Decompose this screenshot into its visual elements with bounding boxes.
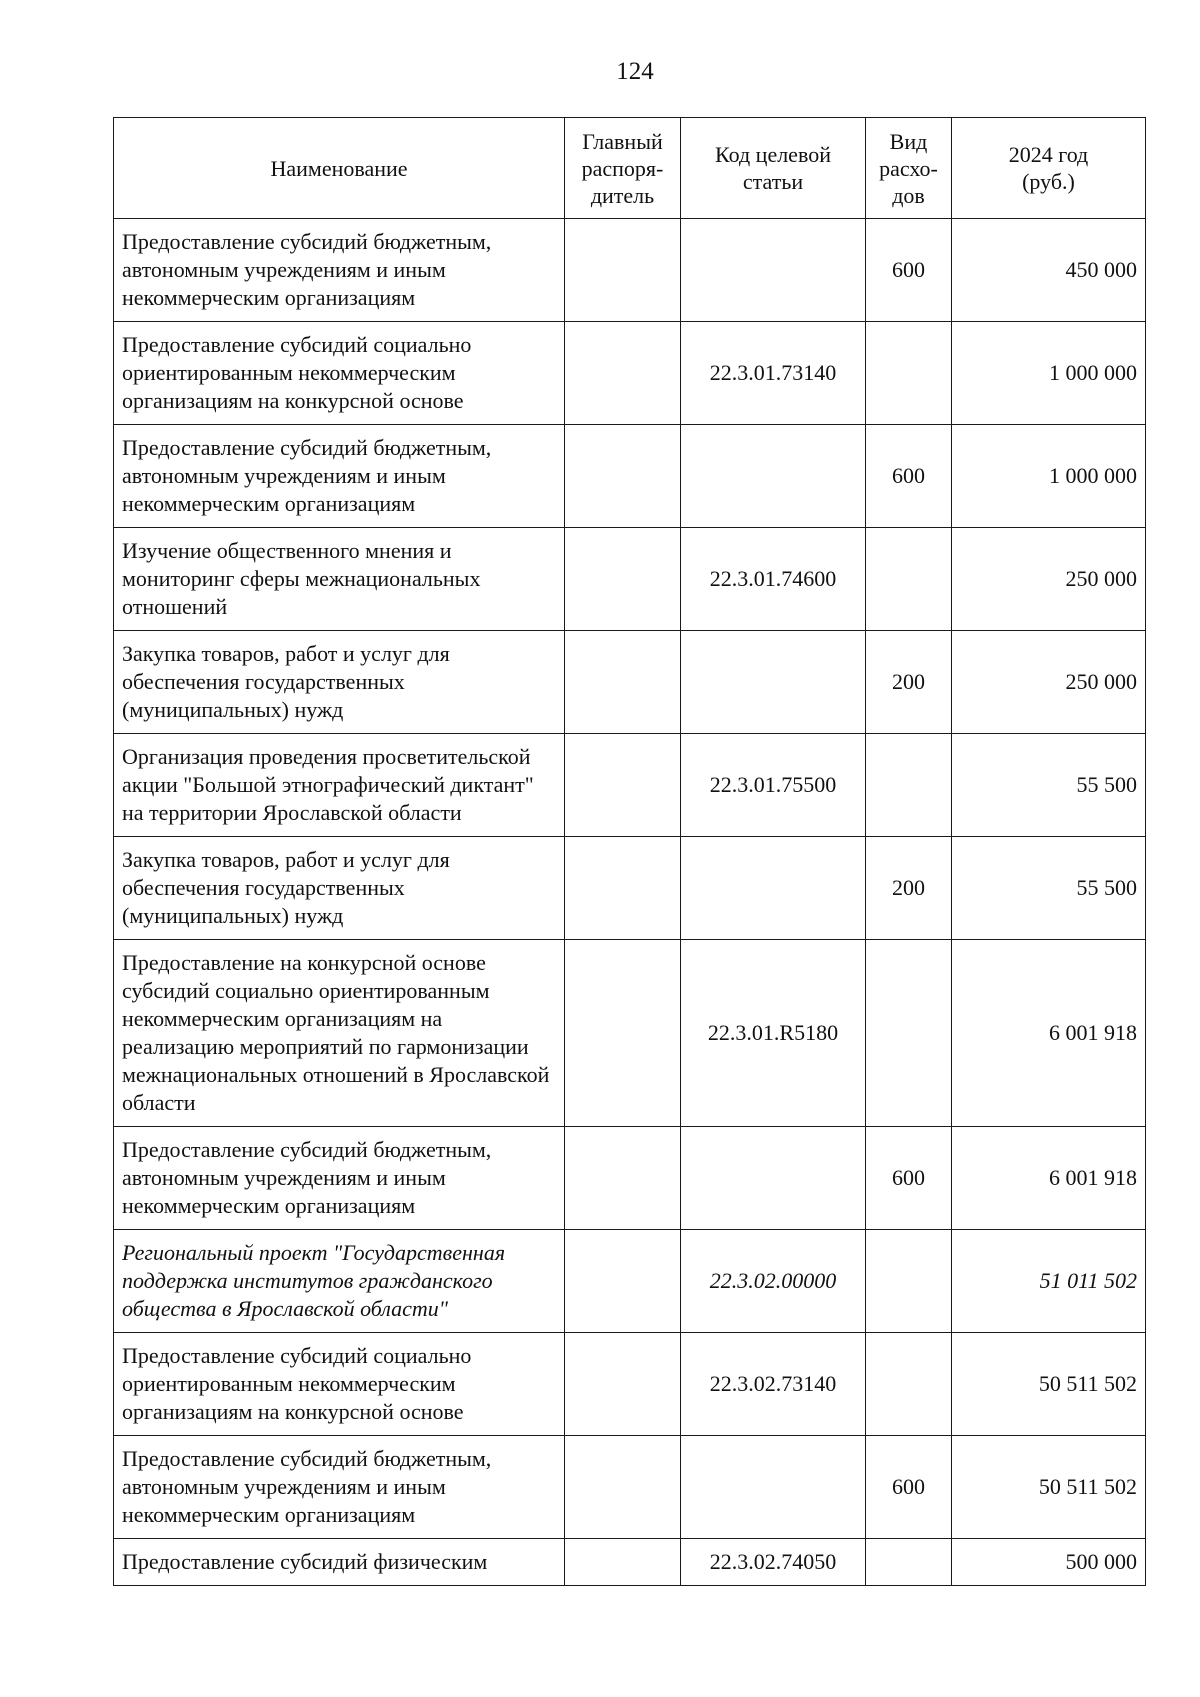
table-row [114, 1539, 1146, 1586]
row-amount-cell: 50 511 502 [952, 1436, 1146, 1539]
row-name-cell: Предоставление субсидий бюджетным, автономным учреждениям и иным некоммерческим организациям [114, 425, 565, 528]
row-amount-cell: 6 001 918 [952, 940, 1146, 1127]
row-chief-manager-cell [565, 1539, 681, 1586]
row-chief-manager-cell [565, 940, 681, 1127]
row-amount-cell: 250 000 [952, 631, 1146, 734]
row-target-code-cell [681, 1127, 866, 1230]
row-target-code-cell: 22.3.02.73140 [681, 1333, 866, 1436]
table-row [114, 322, 1146, 425]
row-amount-cell: 1 000 000 [952, 322, 1146, 425]
row-expense-type-cell [866, 1230, 952, 1333]
row-expense-type-cell [866, 528, 952, 631]
row-target-code-cell [681, 631, 866, 734]
row-amount-cell: 50 511 502 [952, 1333, 1146, 1436]
row-name-cell: Изучение общественного мнения и мониторинг сферы межнациональных отношений [114, 528, 565, 631]
row-expense-type-cell [866, 734, 952, 837]
row-chief-manager-cell [565, 734, 681, 837]
row-name-cell: Закупка товаров, работ и услуг для обеспечения государственных (муниципальных) нужд [114, 631, 565, 734]
row-expense-type-cell [866, 940, 952, 1127]
table-header [114, 118, 1146, 219]
table-row [114, 631, 1146, 734]
row-target-code-cell [681, 837, 866, 940]
header-expense-type: Вид расхо- дов [866, 118, 952, 219]
table-row [114, 425, 1146, 528]
row-chief-manager-cell [565, 528, 681, 631]
header-row [114, 118, 1146, 219]
table-row [114, 1230, 1146, 1333]
table-row [114, 219, 1146, 322]
row-chief-manager-cell [565, 1436, 681, 1539]
row-expense-type-cell [866, 1333, 952, 1436]
row-name-cell: Предоставление субсидий бюджетным, автономным учреждениям и иным некоммерческим организациям [114, 1127, 565, 1230]
row-chief-manager-cell [565, 1127, 681, 1230]
row-target-code-cell: 22.3.01.73140 [681, 322, 866, 425]
row-amount-cell: 1 000 000 [952, 425, 1146, 528]
row-target-code-cell: 22.3.02.00000 [681, 1230, 866, 1333]
header-amount-2024: 2024 год (руб.) [952, 118, 1146, 219]
row-name-cell: Предоставление субсидий социально ориентированным некоммерческим организациям на конкурсной основе [114, 322, 565, 425]
row-chief-manager-cell [565, 1333, 681, 1436]
row-target-code-cell [681, 1436, 866, 1539]
row-name-cell: Организация проведения просветительской акции "Большой этнографический диктант" на территории Ярославской области [114, 734, 565, 837]
row-expense-type-cell: 600 [866, 1436, 952, 1539]
row-expense-type-cell: 200 [866, 631, 952, 734]
row-expense-type-cell: 600 [866, 425, 952, 528]
row-amount-cell: 500 000 [952, 1539, 1146, 1586]
row-name-cell: Закупка товаров, работ и услуг для обеспечения государственных (муниципальных) нужд [114, 837, 565, 940]
row-target-code-cell: 22.3.01.R5180 [681, 940, 866, 1127]
row-name-cell: Предоставление на конкурсной основе субсидий социально ориентированным некоммерческим организациям на реализацию мероприятий по гармонизации межнациональных отношений в Ярославской области [114, 940, 565, 1127]
table-row [114, 837, 1146, 940]
row-amount-cell: 51 011 502 [952, 1230, 1146, 1333]
row-name-cell: Предоставление субсидий бюджетным, автономным учреждениям и иным некоммерческим организациям [114, 1436, 565, 1539]
header-name: Наименование [114, 118, 565, 219]
row-expense-type-cell: 200 [866, 837, 952, 940]
row-expense-type-cell: 600 [866, 219, 952, 322]
table-row [114, 940, 1146, 1127]
row-target-code-cell: 22.3.01.75500 [681, 734, 866, 837]
row-chief-manager-cell [565, 219, 681, 322]
row-target-code-cell [681, 425, 866, 528]
row-expense-type-cell: 600 [866, 1127, 952, 1230]
row-amount-cell: 55 500 [952, 734, 1146, 837]
header-target-code: Код целевой статьи [681, 118, 866, 219]
row-target-code-cell: 22.3.02.74050 [681, 1539, 866, 1586]
row-target-code-cell [681, 219, 866, 322]
page-number: 124 [616, 58, 654, 85]
row-amount-cell: 55 500 [952, 837, 1146, 940]
row-chief-manager-cell [565, 631, 681, 734]
row-name-cell: Предоставление субсидий физическим [114, 1539, 565, 1586]
row-name-cell: Региональный проект "Государственная поддержка институтов гражданского общества в Ярославской области" [114, 1230, 565, 1333]
row-expense-type-cell [866, 1539, 952, 1586]
row-chief-manager-cell [565, 425, 681, 528]
row-target-code-cell: 22.3.01.74600 [681, 528, 866, 631]
row-amount-cell: 6 001 918 [952, 1127, 1146, 1230]
table-row [114, 528, 1146, 631]
table-row [114, 1127, 1146, 1230]
table-row [114, 734, 1146, 837]
table-row [114, 1436, 1146, 1539]
row-name-cell: Предоставление субсидий социально ориентированным некоммерческим организациям на конкурсной основе [114, 1333, 565, 1436]
row-amount-cell: 450 000 [952, 219, 1146, 322]
row-chief-manager-cell [565, 1230, 681, 1333]
row-chief-manager-cell [565, 837, 681, 940]
row-name-cell: Предоставление субсидий бюджетным, автономным учреждениям и иным некоммерческим организациям [114, 219, 565, 322]
header-chief-manager: Главный распоря- дитель [565, 118, 681, 219]
row-expense-type-cell [866, 322, 952, 425]
table-row [114, 1333, 1146, 1436]
row-chief-manager-cell [565, 322, 681, 425]
budget-table [113, 117, 1146, 1586]
table-body [114, 219, 1146, 1586]
row-amount-cell: 250 000 [952, 528, 1146, 631]
